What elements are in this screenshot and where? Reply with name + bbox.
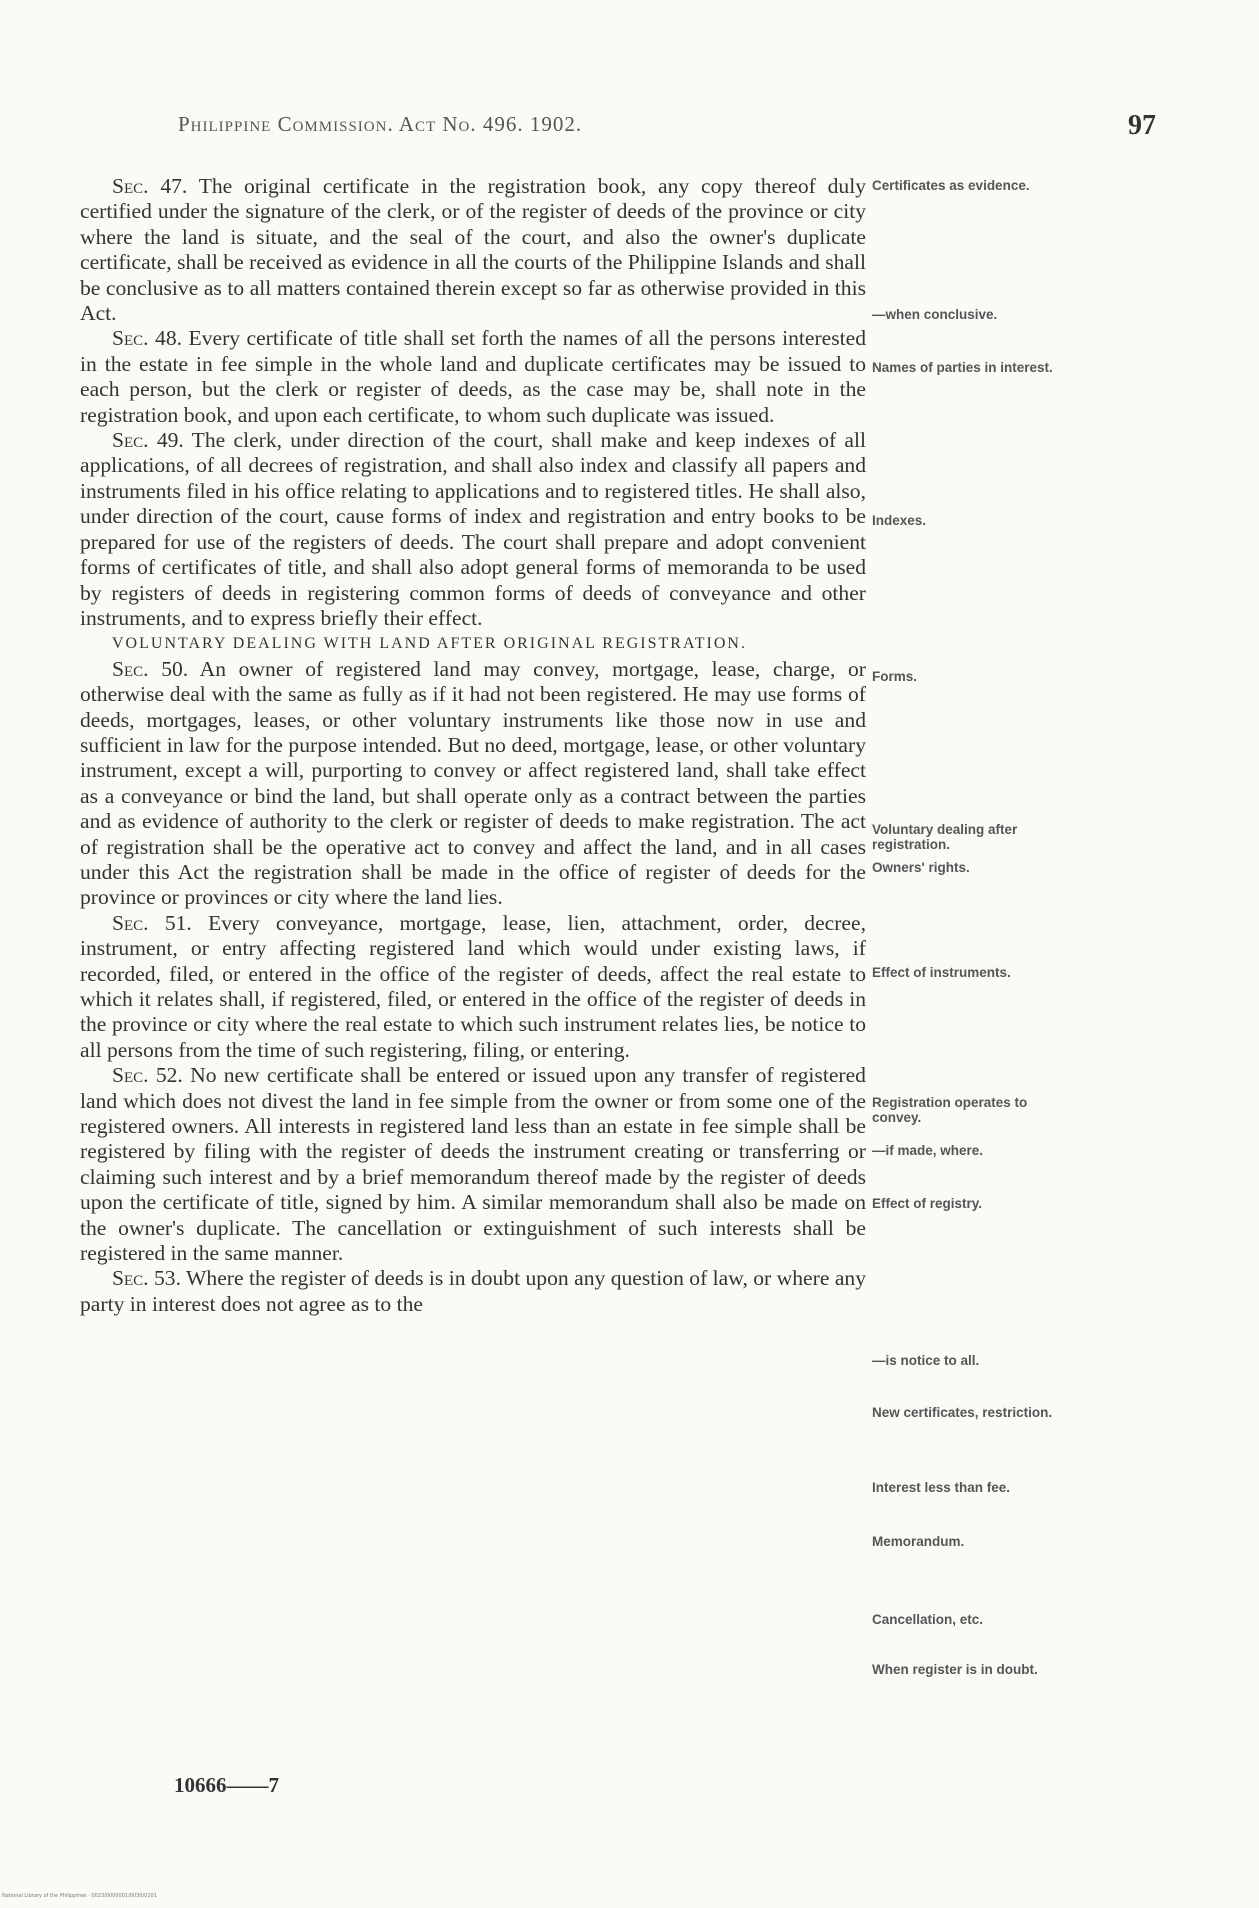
- section-text: Where the register of deeds is in doubt upon any question of law, or where any party in interest does not agree as to the: [80, 1266, 866, 1316]
- margin-note-effect-instruments: Effect of instruments.: [872, 965, 1011, 980]
- section-51: [80, 911, 866, 1063]
- section-text: An owner of registered land may convey, mortgage, lease, charge, or otherwise deal with the same as fully as if it had not been registered. He may use forms of deeds, mortgages, leases, or other voluntary instruments like those now in use and sufficient in law for the purpose intended. But no deed, mortgage, lease, or other voluntary instrument, except a will, purporting to convey or affect registered land, shall take effect as a conveyance or bind the land, but shall operate only as a contract between the parties and as evidence of authority to the clerk or register of deeds to make registration. The act of registration shall be the operative act to convey and affect the land, and in all cases under this Act the registration shall be made in the office of register of deeds for the province or provinces or city where the land lies.: [80, 656, 866, 910]
- margin-note-indexes: Indexes.: [872, 513, 927, 528]
- scan-watermark: National Library of the Philippines · 0023/0000001/0030/0101: [2, 1893, 157, 1899]
- section-label: Sec. 50.: [112, 656, 189, 681]
- section-53: [80, 1266, 866, 1317]
- section-label: Sec. 53.: [112, 1266, 181, 1291]
- margin-note-cancellation: Cancellation, etc.: [872, 1612, 984, 1627]
- margin-note-new-certificates: New certificates, restriction.: [872, 1405, 1053, 1420]
- section-text: The original certificate in the registration book, any copy thereof duly certified under the signature of the clerk, or of the register of deeds of the province or city where the land is situate, and the seal of the court, and also the owner's duplicate certificate, shall be received as evidence in all the courts of the Philippine Islands and shall be conclusive as to all matters contained therein except so far as otherwise provided in this Act.: [80, 174, 866, 326]
- section-label: Sec. 51.: [112, 910, 192, 935]
- margin-note-certificates-evidence: Certificates as evidence.: [872, 178, 1030, 193]
- section-text: Every certificate of title shall set forth the names of all the persons interested in the estate in fee simple in the whole land and duplicate certificates may be issued to each person, but the clerk or register of deeds, as the case may be, shall note in the registration book, and upon each certificate, to whom such duplicate was issued.: [80, 326, 867, 427]
- section-label: Sec. 48.: [112, 326, 183, 351]
- margin-note-effect-registry: Effect of registry.: [872, 1196, 983, 1211]
- section-50: [80, 657, 866, 911]
- page-number: 97: [1128, 110, 1156, 141]
- margin-note-forms: Forms.: [872, 669, 918, 684]
- section-48: [80, 326, 866, 428]
- margin-note-when-register-doubt: When register is in doubt.: [872, 1662, 1038, 1677]
- margin-note-names-parties: Names of parties in interest.: [872, 360, 1053, 375]
- section-label: Sec. 47.: [112, 174, 188, 198]
- section-heading: VOLUNTARY DEALING WITH LAND AFTER ORIGINAL REGISTRATION.: [112, 635, 747, 653]
- running-header: Philippine Commission. Act No. 496. 1902.: [178, 112, 583, 136]
- margin-note-if-made-where: —if made, where.: [872, 1143, 984, 1158]
- section-49: [80, 428, 866, 631]
- section-label: Sec. 49.: [112, 428, 184, 453]
- margin-note-registration-operates: Registration operates to convey.: [872, 1095, 1028, 1125]
- body-text: [80, 174, 866, 1317]
- margin-note-voluntary-dealing: Voluntary dealing after registration.: [872, 822, 1018, 852]
- margin-note-interest-less: Interest less than fee.: [872, 1480, 1011, 1495]
- margin-note-memorandum: Memorandum.: [872, 1534, 965, 1549]
- section-text: Every conveyance, mortgage, lease, lien, attachment, order, decree, instrument, or entry affecting registered land which would under existing laws, if recorded, filed, or entered in the office of the register of deeds, affect the real estate to which it relates shall, if registered, filed, or entered in the office of the register of deeds in the province or city where the real estate to which such instrument relates lies, be notice to all persons from the time of such registering, filing, or entering.: [80, 910, 866, 1062]
- section-label: Sec. 52.: [112, 1063, 183, 1088]
- signature-mark: 10666——7: [174, 1773, 279, 1797]
- section-52: [80, 1063, 866, 1266]
- section-47: [80, 174, 866, 326]
- margin-note-is-notice: —is notice to all.: [872, 1353, 980, 1368]
- section-text: No new certificate shall be entered or issued upon any transfer of registered land which does not divest the land in fee simple from the owner or from some one of the registered owners. All interests in registered land less than an estate in fee simple shall be registered by filing with the register of deeds the instrument creating or transferring or claiming such interest and by a brief memorandum thereof made by the register of deeds upon the certificate of title, signed by him. A similar memorandum shall also be made on the owner's duplicate. The cancellation or extinguishment of such interests shall be registered in the same manner.: [80, 1063, 866, 1266]
- section-text: The clerk, under direction of the court, shall make and keep indexes of all applications, of all decrees of registration, and shall also index and classify all papers and instruments filed in his office relating to applications and to registered titles. He shall also, under direction of the court, cause forms of index and registration and entry books to be prepared for use of the registers of deeds. The court shall prepare and adopt convenient forms of certificates of title, and shall also adopt general forms of memoranda to be used by registers of deeds in registering common forms of deeds of conveyance and other instruments, and to express briefly their effect.: [80, 428, 867, 630]
- margin-note-owners-rights: Owners' rights.: [872, 860, 970, 875]
- margin-note-when-conclusive: —when conclusive.: [872, 307, 998, 322]
